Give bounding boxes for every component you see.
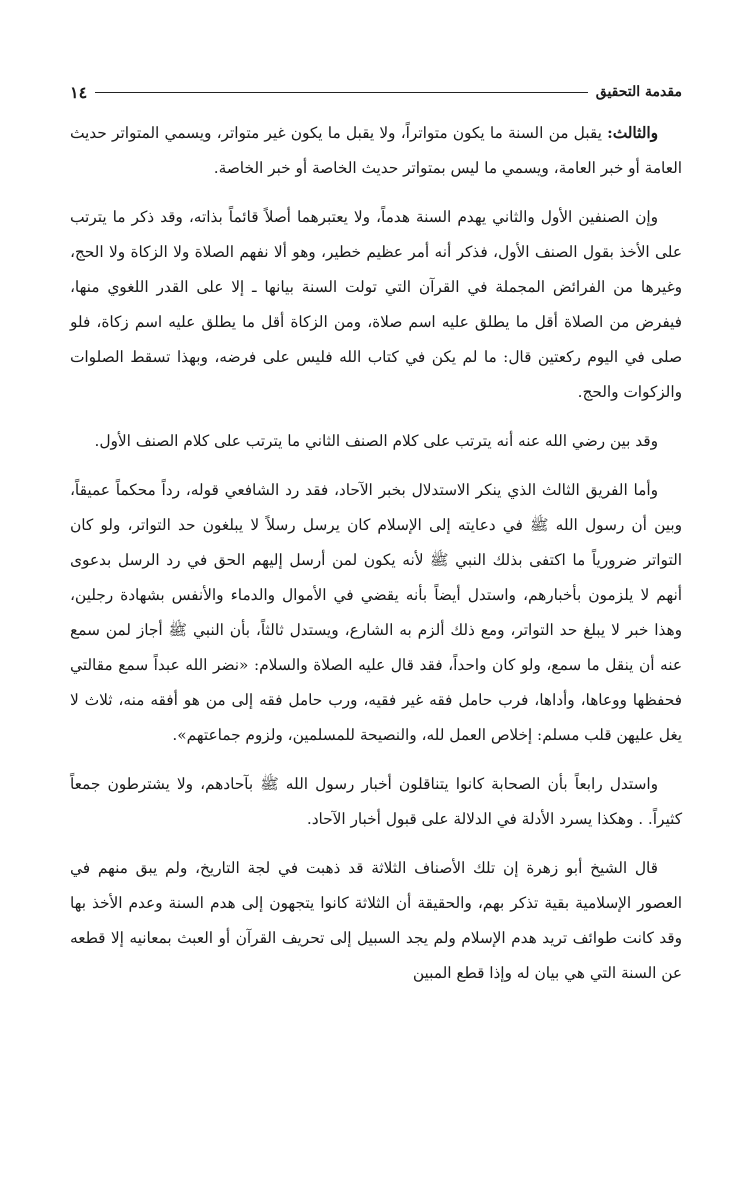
- header-rule: [95, 92, 588, 93]
- paragraph-3: وقد بين رضي الله عنه أنه يترتب على كلام الصنف الثاني ما يترتب على كلام الصنف الأول.: [94, 432, 658, 450]
- page: [70, 80, 682, 1005]
- paragraph-5: واستدل رابعاً بأن الصحابة كانوا يتناقلون أخبار رسول الله ﷺ بآحادهم، ولا يشترطون جمعاً كثيراً. . وهكذا يسرد الأدلة في الدلالة على قبول أخبار الآحاد.: [70, 775, 682, 828]
- page-number: ١٤: [70, 82, 88, 102]
- header-title: مقدمة التحقيق: [595, 84, 682, 100]
- paragraph-lead: والثالث:: [607, 124, 658, 142]
- paragraph-4: وأما الفريق الثالث الذي ينكر الاستدلال بخبر الآحاد، فقد رد الشافعي قوله، رداً محكماً عميقاً، وبين أن رسول الله ﷺ في دعايته إلى الإسلام كان يرسل رسلاً لا يبلغون حد التواتر، ولو كان التواتر ضرورياً ما اكتفى بذلك النبي ﷺ لأنه يكون لمن أرسل إليهم الحق في رد الرسل بدعوى أنهم لا يلزمون بأخبارهم، واستدل أيضاً بأنه يقضي في الأموال والدماء والأنفس بشهادة رجلين، وهذا خبر لا يبلغ حد التواتر، ومع ذلك ألزم به الشارع، ويستدل ثالثاً، بأن النبي ﷺ أجاز لمن سمع عنه أن ينقل ما سمع، ولو كان واحداً، فقد قال عليه الصلاة والسلام: «نضر الله عبداً سمع مقالتي فحفظها ووعاها، وأداها، فرب حامل فقه غير فقيه، ورب حامل فقه إلى من هو أفقه منه، ثلاث لا يغل عليهن قلب مسلم: إخلاص العمل لله، والنصيحة للمسلمين، ولزوم جماعتهم».: [70, 481, 682, 744]
- paragraph-6: قال الشيخ أبو زهرة إن تلك الأصناف الثلاثة قد ذهبت في لجة التاريخ، ولم يبق منهم في العصور الإسلامية بقية تذكر بهم، والحقيقة أن الثلاثة كانوا يتجهون إلى هدم السنة وعدم الأخذ بها وقد كانت طوائف تريد هدم الإسلام ولم يجد السبيل إلى تحريف القرآن أو العبث بمعانيه إلا قطعه عن السنة التي هي بيان له وإذا قطع المبين: [70, 859, 682, 982]
- running-header: [70, 80, 682, 104]
- paragraph-2: وإن الصنفين الأول والثاني يهدم السنة هدماً، ولا يعتبرهما أصلاً قائماً بذاته، وقد ذكر ما يترتب على الأخذ بقول الصنف الأول، فذكر أنه أمر عظيم خطير، وهو ألا نفهم الصلاة ولا الزكاة ولا الحج، وغيرها من الفرائض المجملة في القرآن التي تولت السنة بيانها ـ إلا على القدر اللغوي منها، فيفرض من الصلاة أقل ما يطلق عليه اسم صلاة، ومن الزكاة أقل ما يطلق عليه اسم زكاة، فلو صلى في اليوم ركعتين قال: ما لم يكن في كتاب الله فليس على فرضه، وبهذا تسقط الصلوات والزكوات والحج.: [70, 208, 682, 401]
- paragraph-1: [70, 116, 682, 186]
- paragraph-1-text: يقبل من السنة ما يكون متواتراً، ولا يقبل ما يكون غير متواتر، ويسمي المتواتر حديث العامة أو خبر العامة، ويسمي ما ليس بمتواتر حديث الخاصة أو خبر الخاصة.: [70, 124, 682, 177]
